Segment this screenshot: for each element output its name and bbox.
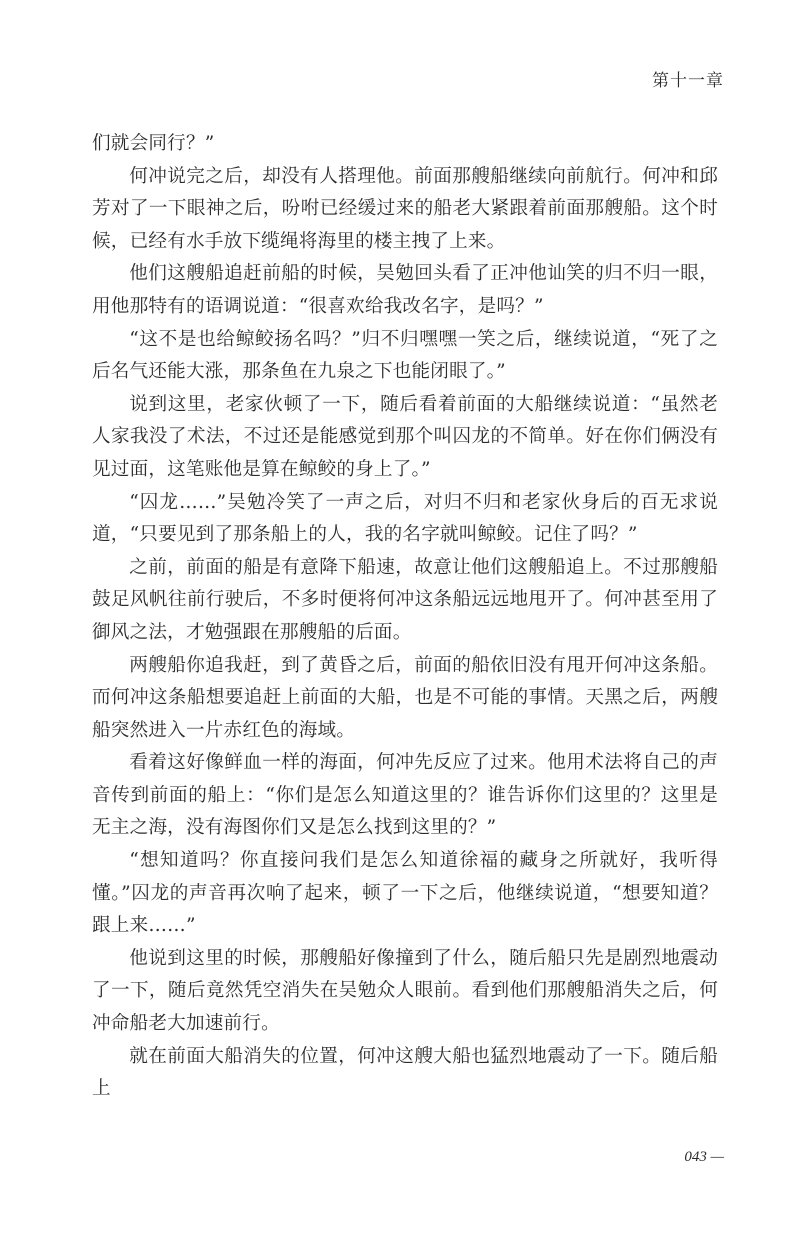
paragraph: 他们这艘船追赶前船的时候，吴勉回头看了正冲他讪笑的归不归一眼，用他那特有的语调说道：“很喜欢给我改名字，是吗？” (92, 263, 718, 317)
page-number: 043 — (684, 1149, 724, 1165)
chapter-running-head: 第十一章 (652, 71, 724, 91)
body-text (92, 128, 718, 1106)
paragraph: 们就会同行？” (92, 133, 215, 154)
paragraph: 两艘船你追我赶，到了黄昏之后，前面的船依旧没有甩开何冲这条船。而何冲这条船想要追赶上前面的大船，也是不可能的事情。天黑之后，两艘船突然进入一片赤红色的海域。 (92, 654, 718, 741)
paragraph: 就在前面大船消失的位置，何冲这艘大船也猛烈地震动了一下。随后船上 (92, 1045, 718, 1100)
paragraph: 他说到这里的时候，那艘船好像撞到了什么，随后船只先是剧烈地震动了一下，随后竟然凭空消失在吴勉众人眼前。看到他们那艘船消失之后，何冲命船老大加速前行。 (92, 947, 718, 1035)
paragraph: “这不是也给鲸鲛扬名吗？”归不归嘿嘿一笑之后，继续说道，“死了之后名气还能大涨，那条鱼在九泉之下也能闭眼了。” (92, 328, 718, 383)
paragraph: “想知道吗？你直接问我们是怎么知道徐福的藏身之所就好，我听得懂。”囚龙的声音再次响了起来，顿了一下之后，他继续说道，“想要知道？跟上来……” (92, 850, 718, 937)
paragraph: 何冲说完之后，却没有人搭理他。前面那艘船继续向前航行。何冲和邱芳对了一下眼神之后，吩咐已经缓过来的船老大紧跟着前面那艘船。这个时候，已经有水手放下缆绳将海里的楼主拽了上来。 (92, 165, 718, 252)
paragraph: 说到这里，老家伙顿了一下，随后看着前面的大船继续说道：“虽然老人家我没了术法，不过还是能感觉到那个叫囚龙的不简单。好在你们俩没有见过面，这笔账他是算在鲸鲛的身上了。” (92, 393, 718, 480)
paragraph: 之前，前面的船是有意降下船速，故意让他们这艘船追上。不过那艘船鼓足风帆往前行驶后，不多时便将何冲这条船远远地甩开了。何冲甚至用了御风之法，才勉强跟在那艘船的后面。 (92, 556, 718, 643)
paragraph: 看着这好像鲜血一样的海面，何冲先反应了过来。他用术法将自己的声音传到前面的船上：“你们是怎么知道这里的？谁告诉你们这里的？这里是无主之海，没有海图你们又是怎么找到这里的？” (92, 752, 718, 839)
paragraph: “囚龙……”吴勉冷笑了一声之后，对归不归和老家伙身后的百无求说道，“只要见到了那条船上的人，我的名字就叫鲸鲛。记住了吗？” (92, 491, 718, 546)
